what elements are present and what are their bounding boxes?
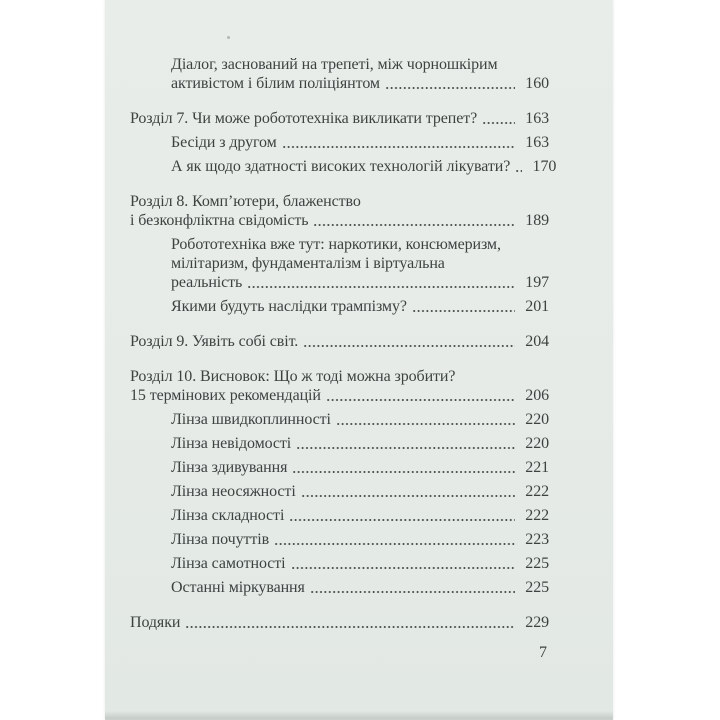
toc-entry [130, 297, 549, 316]
toc-entry-last-line [171, 157, 557, 176]
toc-entry-page-number: 170 [532, 158, 557, 175]
toc-entry-title: Лінза здивування [171, 459, 288, 476]
toc-entry-title: Розділ 7. Чи може робототехніка викликати трепет? [130, 110, 478, 127]
toc-entry-page-number: 160 [525, 75, 549, 92]
toc-entry [130, 410, 549, 429]
toc-entry [130, 55, 549, 93]
table-of-contents [105, 0, 613, 632]
toc-entry-title: Останні міркування [171, 579, 305, 596]
toc-entry [130, 530, 549, 549]
toc-entry-title: активістом і білим поліціянтом [171, 75, 380, 92]
toc-entry-last-line [130, 109, 549, 128]
toc-entry [130, 332, 549, 351]
toc-entry-last-line [171, 554, 549, 573]
toc-entry-page-number: 201 [525, 298, 549, 315]
toc-entry-page-number: 197 [525, 274, 549, 291]
toc-entry-title: Лінза складності [171, 507, 285, 524]
dotted-leader [516, 169, 522, 173]
toc-entry-page-number: 220 [525, 435, 549, 452]
dotted-leader [275, 542, 515, 546]
dotted-leader [304, 344, 515, 348]
toc-entry-last-line [171, 74, 549, 93]
toc-entry-title: і безконфліктна свідомість [130, 212, 309, 229]
toc-entry [130, 482, 549, 501]
dotted-leader [302, 494, 515, 498]
toc-entry-title: Розділ 9. Уявіть собі світ. [130, 333, 299, 350]
dotted-leader [311, 590, 515, 594]
book-page [105, 0, 613, 720]
toc-entry-page-number: 206 [525, 387, 549, 404]
toc-entry-title: Якими будуть наслідки трампізму? [171, 298, 407, 315]
toc-entry-title: реальність [171, 274, 243, 291]
toc-entry-page-number: 220 [525, 411, 549, 428]
dotted-leader [386, 86, 515, 90]
dotted-leader [483, 121, 515, 125]
toc-entry-page-number: 222 [525, 483, 549, 500]
toc-entry [130, 157, 557, 176]
toc-entry [130, 434, 549, 453]
dotted-leader [327, 398, 515, 402]
toc-entry [130, 192, 549, 230]
toc-entry [130, 613, 549, 632]
toc-entry-last-line [171, 506, 549, 525]
toc-entry-title: А як щодо здатності високих технологій лікувати? [171, 158, 511, 175]
toc-entry-line: Розділ 8. Комп’ютери, блаженство [130, 193, 361, 210]
dotted-leader [283, 145, 515, 149]
page-number-folio: 7 [539, 644, 547, 661]
dotted-leader [413, 309, 515, 313]
toc-entry-line: Розділ 10. Висновок: Що ж тоді можна зробити? [130, 368, 456, 385]
toc-entry-title: Бесіди з другом [171, 134, 277, 151]
toc-entry-title: Лінза неосяжності [171, 483, 296, 500]
toc-entry-last-line [130, 332, 549, 351]
toc-entry-last-line [171, 410, 549, 429]
toc-entry [130, 109, 549, 128]
toc-entry-last-line [171, 578, 549, 597]
toc-entry-last-line [130, 386, 549, 405]
toc-entry-last-line [171, 482, 549, 501]
toc-entry-last-line [171, 133, 549, 152]
dotted-leader [290, 518, 515, 522]
toc-entry-last-line [171, 297, 549, 316]
toc-entry-page-number: 223 [525, 531, 549, 548]
toc-entry [130, 506, 549, 525]
page-bottom-edge [105, 711, 613, 720]
toc-entry-page-number: 163 [525, 110, 549, 127]
toc-entry-title: Лінза невідомості [171, 435, 292, 452]
toc-entry-page-number: 163 [525, 134, 549, 151]
toc-entry-last-line [171, 458, 549, 477]
dotted-leader [314, 223, 515, 227]
toc-entry [130, 554, 549, 573]
toc-entry [130, 367, 549, 405]
toc-entry-page-number: 189 [525, 212, 549, 229]
dotted-leader [248, 285, 515, 289]
toc-entry-title: Подяки [130, 614, 181, 631]
toc-entry [130, 578, 549, 597]
toc-entry-title: Лінза самотності [171, 555, 286, 572]
dotted-leader [292, 566, 516, 570]
toc-entry-page-number: 204 [525, 333, 549, 350]
toc-entry-title: Лінза швидкоплинності [171, 411, 331, 428]
toc-entry-page-number: 229 [525, 614, 549, 631]
toc-entry-page-number: 221 [525, 459, 549, 476]
toc-entry [130, 133, 549, 152]
toc-entry-page-number: 222 [525, 507, 549, 524]
dotted-leader [186, 625, 515, 629]
toc-entry-last-line [130, 613, 549, 632]
toc-entry-page-number: 225 [525, 579, 549, 596]
toc-entry-page-number: 225 [525, 555, 549, 572]
toc-entry-last-line [171, 434, 549, 453]
toc-entry-line: Діалог, заснований на трепеті, між чорношкірим [171, 56, 498, 73]
toc-entry-last-line [171, 530, 549, 549]
toc-entry-line: Робототехніка вже тут: наркотики, консюмеризм, [171, 236, 501, 253]
dotted-leader [297, 446, 515, 450]
toc-entry [130, 458, 549, 477]
toc-entry-title: 15 термінових рекомендацій [130, 387, 321, 404]
dotted-leader [293, 470, 515, 474]
toc-entry-title: Лінза почуттів [171, 531, 270, 548]
toc-entry-last-line [171, 273, 549, 292]
toc-entry [130, 235, 549, 292]
toc-entry-last-line [130, 211, 549, 230]
dotted-leader [337, 422, 515, 426]
toc-entry-line: мілітаризм, фундаменталізм і віртуальна [171, 255, 445, 272]
